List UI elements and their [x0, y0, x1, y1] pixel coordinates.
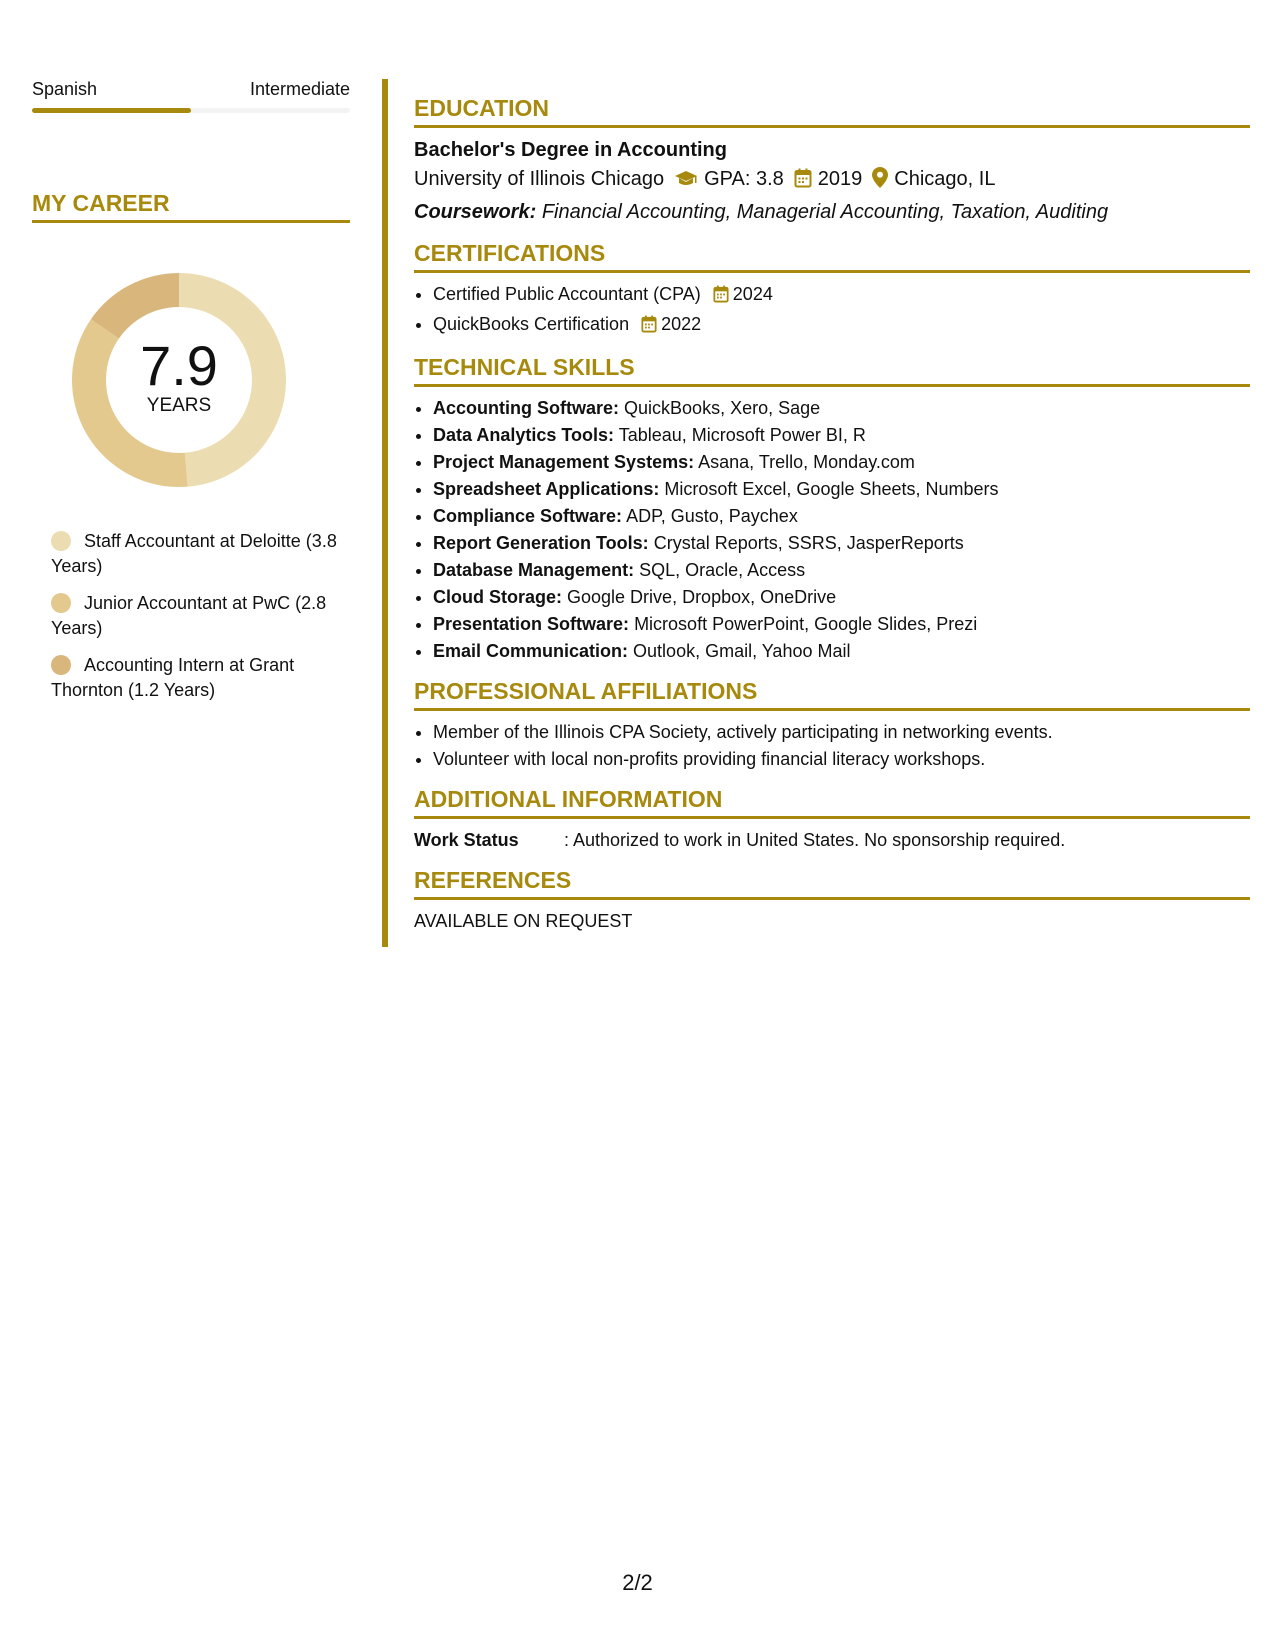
section-rule — [414, 708, 1250, 711]
skill-value: Google Drive, Dropbox, OneDrive — [567, 587, 837, 607]
skill-item — [433, 395, 1250, 422]
coursework-list: Financial Accounting, Managerial Accounting, Taxation, Auditing — [541, 201, 1109, 223]
skill-item — [433, 422, 1250, 449]
skill-label: Presentation Software: — [433, 614, 630, 634]
affiliations-list — [414, 719, 1250, 773]
education-title: EDUCATION — [414, 95, 550, 121]
skill-label: Compliance Software: — [433, 506, 623, 526]
legend-label: Staff Accountant at Deloitte (3.8 Years) — [51, 531, 337, 576]
skill-item — [433, 503, 1250, 530]
work-status — [414, 827, 1250, 854]
coursework — [414, 197, 1250, 227]
education-location: Chicago, IL — [894, 168, 996, 190]
certification-item — [433, 311, 1250, 341]
skill-item — [433, 584, 1250, 611]
legend-item — [51, 591, 341, 641]
skill-value: Tableau, Microsoft Power BI, R — [618, 425, 866, 445]
additional-title: ADDITIONAL INFORMATION — [414, 786, 723, 812]
skill-label: Database Management: — [433, 560, 635, 580]
gpa: GPA: 3.8 — [704, 168, 784, 190]
language-row — [32, 78, 350, 100]
skill-item — [433, 611, 1250, 638]
legend-dot — [51, 655, 71, 675]
work-status-value: : Authorized to work in United States. No sponsorship required. — [564, 830, 1066, 850]
skill-label: Email Communication: — [433, 641, 629, 661]
language-bar — [32, 108, 350, 113]
language-bar-fill — [32, 108, 191, 113]
certification-name: Certified Public Accountant (CPA) — [433, 284, 701, 304]
skill-value: Asana, Trello, Monday.com — [698, 452, 915, 472]
certification-year: 2022 — [661, 314, 702, 334]
career-donut-center — [66, 267, 292, 493]
skill-item — [433, 476, 1250, 503]
career-unit: YEARS — [146, 395, 212, 416]
legend-dot — [51, 531, 71, 551]
page-number: 2/2 — [622, 1570, 653, 1595]
main-content — [414, 94, 1250, 935]
section-rule — [414, 270, 1250, 273]
skill-value: Microsoft Excel, Google Sheets, Numbers — [664, 479, 999, 499]
calendar-icon — [641, 314, 657, 341]
sidebar — [32, 78, 350, 715]
skill-label: Project Management Systems: — [433, 452, 695, 472]
skill-value: Outlook, Gmail, Yahoo Mail — [633, 641, 851, 661]
references-title: REFERENCES — [414, 867, 572, 893]
skill-label: Report Generation Tools: — [433, 533, 649, 553]
career-title: MY CAREER — [32, 190, 170, 216]
skills-list — [414, 395, 1250, 665]
education-details — [414, 164, 1250, 197]
affiliations-title: PROFESSIONAL AFFILIATIONS — [414, 678, 758, 704]
legend-item — [51, 653, 341, 703]
legend-dot — [51, 593, 71, 613]
calendar-icon — [713, 284, 729, 311]
graduation-year: 2019 — [817, 168, 863, 190]
legend-label: Junior Accountant at PwC (2.8 Years) — [51, 593, 327, 638]
section-rule — [414, 384, 1250, 387]
skill-item — [433, 557, 1250, 584]
certification-year: 2024 — [732, 284, 773, 304]
school-name: University of Illinois Chicago — [414, 168, 665, 190]
section-rule — [414, 897, 1250, 900]
references-text: AVAILABLE ON REQUEST — [414, 911, 633, 931]
calendar-icon — [794, 167, 812, 197]
skill-value: Microsoft PowerPoint, Google Slides, Prezi — [634, 614, 978, 634]
legend-item — [51, 529, 341, 579]
career-legend — [32, 529, 350, 703]
language-level: Intermediate — [249, 79, 350, 99]
skill-item — [433, 530, 1250, 557]
skill-label: Accounting Software: — [433, 398, 620, 418]
skill-item — [433, 449, 1250, 476]
skill-value: ADP, Gusto, Paychex — [626, 506, 798, 526]
skill-label: Cloud Storage: — [433, 587, 562, 607]
certifications-list — [414, 281, 1250, 341]
skill-value: Crystal Reports, SSRS, JasperReports — [653, 533, 964, 553]
degree-title: Bachelor's Degree in Accounting — [414, 139, 727, 161]
column-divider — [382, 79, 388, 947]
language-item — [32, 78, 350, 113]
location-pin-icon — [872, 167, 888, 197]
certification-item — [433, 281, 1250, 311]
language-name: Spanish — [32, 79, 98, 99]
affiliation-item: • Volunteer with local non-profits providing financial literacy workshops. — [433, 746, 1250, 773]
career-rule — [32, 220, 350, 223]
certifications-title: CERTIFICATIONS — [414, 240, 606, 266]
skills-title: TECHNICAL SKILLS — [414, 354, 635, 380]
section-rule — [414, 125, 1250, 128]
section-rule — [414, 816, 1250, 819]
skill-label: Data Analytics Tools: — [433, 425, 615, 445]
career-donut — [66, 267, 292, 493]
affiliation-item: • Member of the Illinois CPA Society, actively participating in networking events. — [433, 719, 1250, 746]
certification-name: QuickBooks Certification — [433, 314, 630, 334]
career-total: 7.9 — [140, 334, 218, 397]
legend-label: Accounting Intern at Grant Thornton (1.2 Years) — [51, 655, 295, 700]
coursework-label: Coursework: — [414, 201, 537, 223]
graduation-cap-icon — [674, 167, 698, 197]
work-status-label: Work Status — [414, 830, 519, 850]
skill-value: SQL, Oracle, Access — [639, 560, 806, 580]
skill-value: QuickBooks, Xero, Sage — [624, 398, 821, 418]
skill-item — [433, 638, 1250, 665]
skill-label: Spreadsheet Applications: — [433, 479, 660, 499]
